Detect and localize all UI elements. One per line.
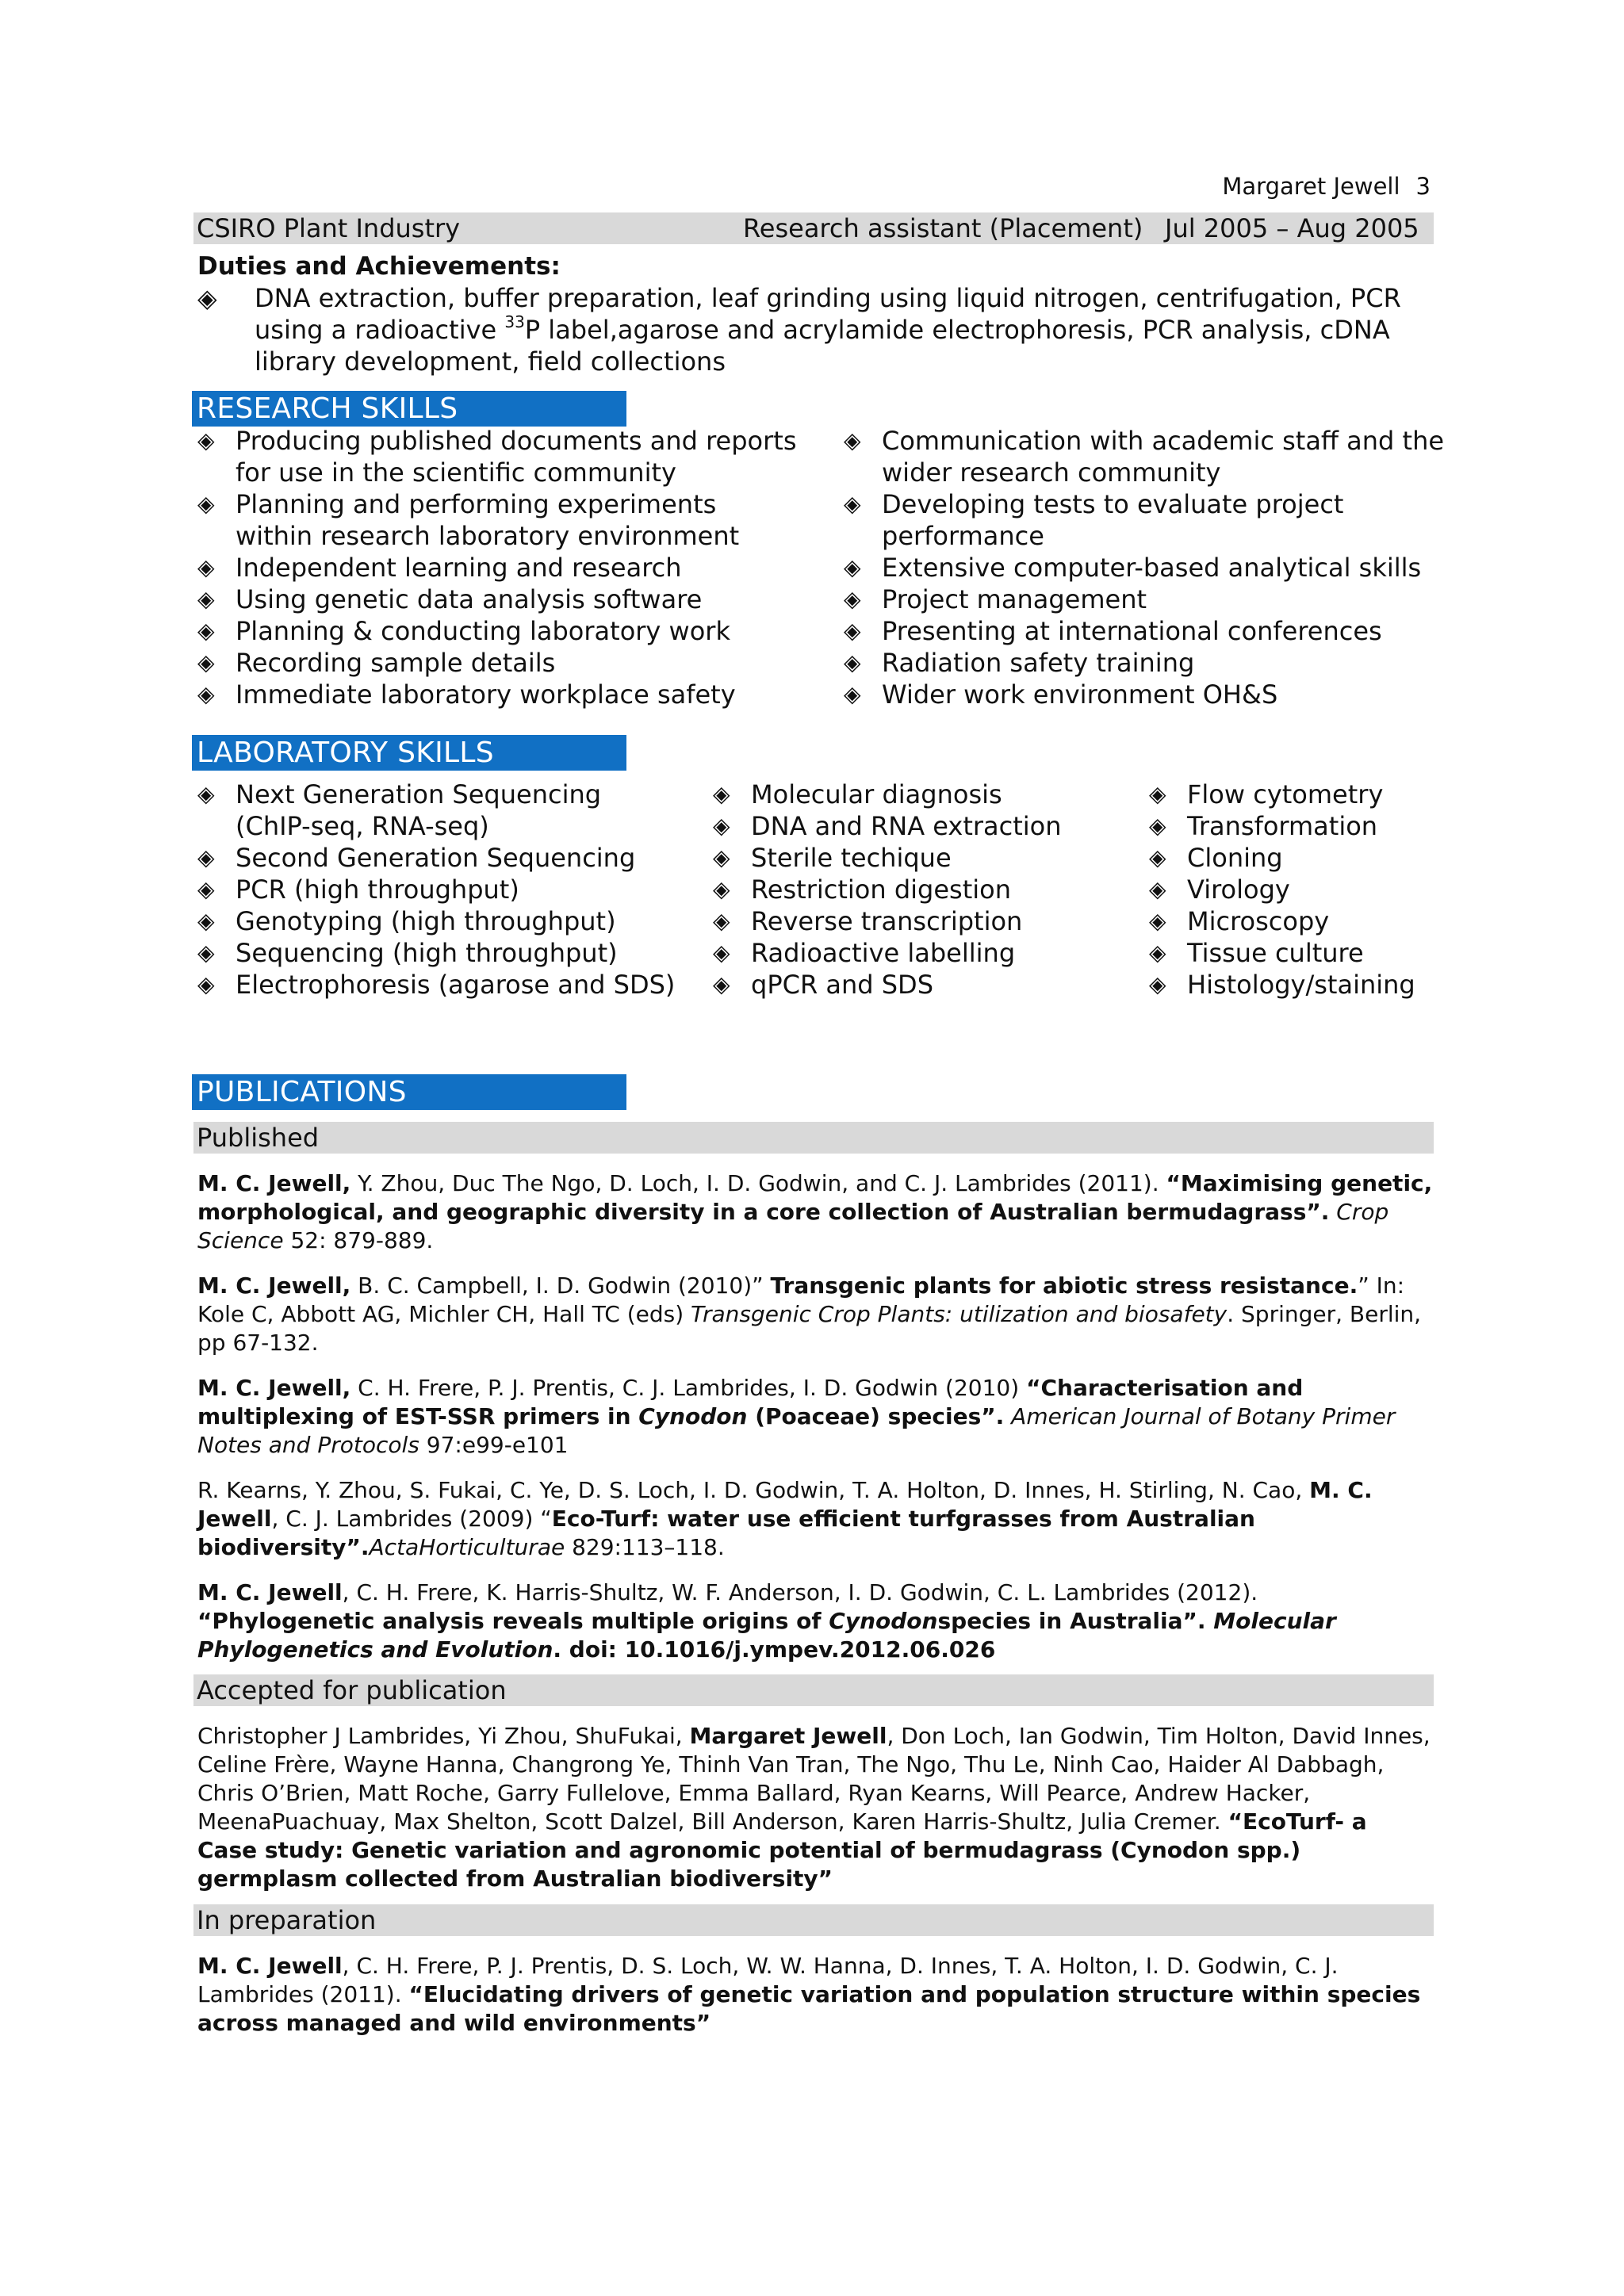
list-item: ◈ Reverse transcription [713, 906, 1023, 936]
list-item: ◈ Transformation [1149, 811, 1378, 841]
job-org: CSIRO Plant Industry [197, 213, 461, 243]
diamond-bullet-icon: ◈ [713, 939, 730, 966]
job-role: Research assistant (Placement) [743, 213, 1143, 243]
job-dates: Jul 2005 – Aug 2005 [1165, 213, 1419, 243]
list-item: ◈ Histology/staining [1149, 970, 1415, 1000]
diamond-bullet-icon: ◈ [197, 971, 215, 997]
diamond-bullet-icon: ◈ [197, 939, 215, 966]
header-name: Margaret Jewell [1222, 173, 1400, 200]
in-preparation-list [197, 1952, 1433, 2054]
diamond-bullet-icon: ◈ [713, 844, 730, 871]
list-item: ◈ Presenting at international conferences [844, 616, 1382, 646]
duties-label: Duties and Achievements: [197, 252, 561, 281]
research-skills-heading: RESEARCH SKILLS [192, 391, 626, 427]
list-item: ◈ PCR (high throughput) [197, 874, 519, 905]
list-item: ◈ Electrophoresis (agarose and SDS) [197, 970, 676, 1000]
running-header [1222, 173, 1431, 200]
diamond-bullet-icon: ◈ [844, 649, 861, 675]
diamond-bullet-icon: ◈ [197, 908, 215, 934]
published-subheading: Published [193, 1122, 1434, 1154]
lab-skills-col2 [713, 779, 1125, 1001]
list-item: ◈ Genotyping (high throughput) [197, 906, 616, 936]
diamond-bullet-icon: ◈ [844, 618, 861, 644]
diamond-bullet-icon: ◈ [197, 554, 215, 580]
list-item: ◈ Molecular diagnosis [713, 779, 1002, 809]
list-item: ◈ Virology [1149, 874, 1290, 905]
page-number: 3 [1415, 173, 1431, 200]
list-item: ◈ Extensive computer-based analytical skills [844, 553, 1422, 583]
diamond-bullet-icon: ◈ [844, 427, 861, 453]
duty-text-a: DNA extraction, buffer preparation, leaf grinding using liquid nitrogen, centrifugation, PCR using a radioactive [255, 283, 1401, 345]
diamond-bullet-icon: ◈ [197, 681, 215, 707]
list-item: ◈ Flow cytometry [1149, 779, 1384, 809]
diamond-bullet-icon: ◈ [197, 491, 215, 517]
list-item: ◈ Sterile techique [713, 843, 952, 873]
list-item: ◈ Using genetic data analysis software [197, 584, 703, 614]
diamond-bullet-icon: ◈ [197, 649, 215, 675]
list-item: ◈ Next Generation Sequencing (ChIP-seq, RNA-seq) [197, 779, 602, 841]
diamond-bullet-icon: ◈ [1149, 781, 1166, 807]
publication-entry: Christopher J Lambrides, Yi Zhou, ShuFukai, Margaret Jewell, Don Loch, Ian Godwin, Tim Holton, David Innes, Celine Frère, Wayne Hanna, Changrong Ye, Thinh Van Tran, The Ngo, Thu Le, Ninh Cao, Haider Al Dabbagh, Chris O’Brien, Matt Roche, Garry Fullelove, Emma Ballard, Ryan Kearns, Will Pearce, Andrew Hacker, MeenaPuachuay, Max Shelton, Scott Dalzel, Bill Anderson, Karen Harris-Shultz, Julia Cremer. “EcoTurf- a Case study: Genetic variation and agronomic potential of bermudagrass (Cynodon spp.) germplasm collected from Australian biodiversity” [197, 1723, 1431, 1892]
diamond-bullet-icon: ◈ [197, 427, 215, 453]
job-entry-bar [193, 212, 1434, 244]
diamond-bullet-icon: ◈ [1149, 813, 1166, 839]
diamond-bullet-icon: ◈ [197, 283, 217, 313]
publication-entry: R. Kearns, Y. Zhou, S. Fukai, C. Ye, D. S. Loch, I. D. Godwin, T. A. Holton, D. Innes, H. Stirling, N. Cao, M. C. Jewell, C. J. Lambrides (2009) “Eco-Turf: water use efficient turfgrasses from Australian biodiversity”.ActaHorticulturae 829:113–118. [197, 1477, 1373, 1560]
diamond-bullet-icon: ◈ [197, 876, 215, 902]
publication-entry: M. C. Jewell, C. H. Frere, P. J. Prentis, D. S. Loch, W. W. Hanna, D. Innes, T. A. Holton, I. D. Godwin, C. J. Lambrides (2011). “Elucidating drivers of genetic variation and population structure within species across managed and wild environments” [197, 1953, 1421, 2036]
diamond-bullet-icon: ◈ [1149, 939, 1166, 966]
diamond-bullet-icon: ◈ [844, 586, 861, 612]
diamond-bullet-icon: ◈ [713, 813, 730, 839]
laboratory-skills-heading: LABORATORY SKILLS [192, 735, 626, 771]
diamond-bullet-icon: ◈ [713, 876, 730, 902]
diamond-bullet-icon: ◈ [713, 971, 730, 997]
list-item: ◈ Producing published documents and reports for use in the scientific community [197, 426, 797, 488]
duty-text-b: P label,agarose and acrylamide electrophoresis, PCR analysis, cDNA library development, field collections [255, 315, 1390, 377]
lab-skills-col1 [197, 779, 681, 1001]
list-item: ◈ Planning and performing experiments within research laboratory environment [197, 489, 740, 551]
publication-entry: M. C. Jewell, Y. Zhou, Duc The Ngo, D. Loch, I. D. Godwin, and C. J. Lambrides (2011). “Maximising genetic, morphological, and geographic diversity in a core collection of Australian bermudagrass”. Crop Science 52: 879-889. [197, 1170, 1433, 1253]
list-item: ◈ Restriction digestion [713, 874, 1011, 905]
accepted-subheading: Accepted for publication [193, 1674, 1434, 1706]
publications-heading: PUBLICATIONS [192, 1074, 626, 1110]
list-item: ◈ qPCR and SDS [713, 970, 933, 1000]
list-item: ◈ Second Generation Sequencing [197, 843, 636, 873]
list-item: ◈ DNA and RNA extraction [713, 811, 1062, 841]
research-skills-right [844, 425, 1446, 710]
diamond-bullet-icon: ◈ [713, 908, 730, 934]
diamond-bullet-icon: ◈ [197, 618, 215, 644]
diamond-bullet-icon: ◈ [1149, 971, 1166, 997]
list-item: ◈ Communication with academic staff and the wider research community [844, 426, 1445, 488]
list-item: ◈ Recording sample details [197, 648, 556, 678]
diamond-bullet-icon: ◈ [713, 781, 730, 807]
research-skills-left [197, 425, 800, 710]
diamond-bullet-icon: ◈ [1149, 876, 1166, 902]
list-item: ◈ Sequencing (high throughput) [197, 938, 618, 968]
duty-superscript: 33 [504, 312, 525, 331]
list-item: ◈ Immediate laboratory workplace safety [197, 679, 736, 710]
diamond-bullet-icon: ◈ [197, 844, 215, 871]
diamond-bullet-icon: ◈ [197, 586, 215, 612]
list-item: ◈ Cloning [1149, 843, 1283, 873]
accepted-list [197, 1722, 1433, 1910]
duty-item [197, 282, 1438, 377]
list-item: ◈ Microscopy [1149, 906, 1330, 936]
diamond-bullet-icon: ◈ [1149, 844, 1166, 871]
publication-entry: M. C. Jewell, C. H. Frere, P. J. Prentis, C. J. Lambrides, I. D. Godwin (2010) “Characterisation and multiplexing of EST-SSR primers in Cynodon (Poaceae) species”. American Journal of Botany Primer Notes and Protocols 97:e99-e101 [197, 1375, 1396, 1458]
list-item: ◈ Independent learning and research [197, 553, 682, 583]
diamond-bullet-icon: ◈ [1149, 908, 1166, 934]
diamond-bullet-icon: ◈ [844, 491, 861, 517]
list-item: ◈ Wider work environment OH&S [844, 679, 1278, 710]
list-item: ◈ Project management [844, 584, 1147, 614]
diamond-bullet-icon: ◈ [844, 681, 861, 707]
list-item: ◈ Radioactive labelling [713, 938, 1016, 968]
list-item: ◈ Tissue culture [1149, 938, 1364, 968]
publication-entry: M. C. Jewell, C. H. Frere, K. Harris-Shultz, W. F. Anderson, I. D. Godwin, C. L. Lambrides (2012). “Phylogenetic analysis reveals multiple origins of Cynodonspecies in Australia”. Molecular Phylogenetics and Evolution. doi: 10.1016/j.ympev.2012.06.026 [197, 1579, 1336, 1663]
list-item: ◈ Planning & conducting laboratory work [197, 616, 730, 646]
diamond-bullet-icon: ◈ [844, 554, 861, 580]
published-list [197, 1169, 1433, 1681]
list-item: ◈ Developing tests to evaluate project performance [844, 489, 1344, 551]
lab-skills-col3 [1149, 779, 1450, 1001]
diamond-bullet-icon: ◈ [197, 781, 215, 807]
in-preparation-subheading: In preparation [193, 1904, 1434, 1936]
list-item: ◈ Radiation safety training [844, 648, 1195, 678]
publication-entry: M. C. Jewell, B. C. Campbell, I. D. Godwin (2010)” Transgenic plants for abiotic stress resistance.” In: Kole C, Abbott AG, Michler CH, Hall TC (eds) Transgenic Crop Plants: utilization and biosafety. Springer, Berlin, pp 67-132. [197, 1272, 1422, 1356]
